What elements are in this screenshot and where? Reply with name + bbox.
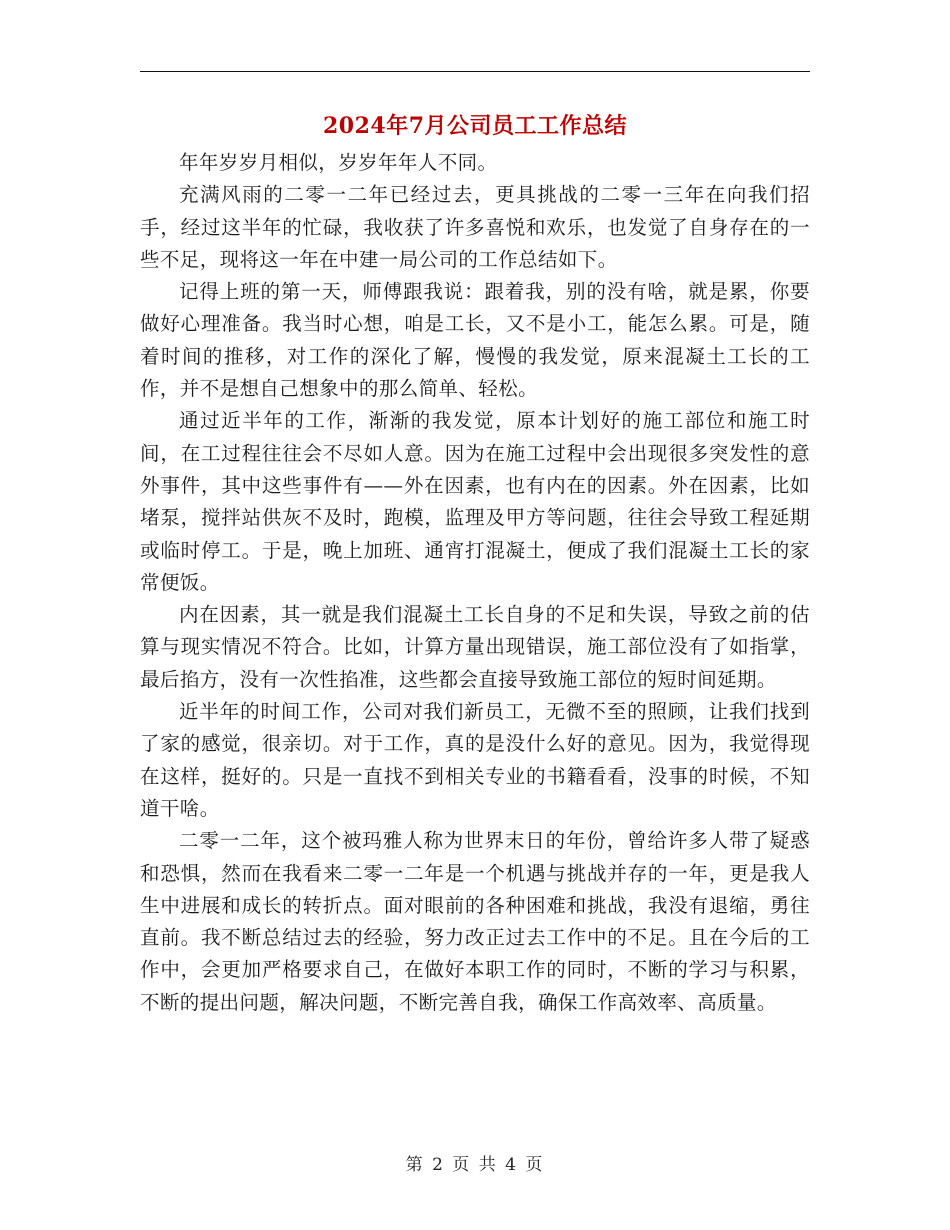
document-title: 2024年7月公司员工工作总结 (322, 113, 628, 139)
header-rule (140, 71, 810, 72)
document-body (140, 147, 810, 1019)
paragraph-6: 近半年的时间工作，公司对我们新员工，无微不至的照顾，让我们找到了家的感觉，很亲切。对于工作，真的是没什么好的意见。因为，我觉得现在这样，挺好的。只是一直找不到相关专业的书籍看看，没事的时候，不知道干啥。 (140, 700, 810, 820)
paragraph-4: 通过近半年的工作，渐渐的我发觉，原本计划好的施工部位和施工时间，在工过程往往会不尽如人意。因为在施工过程中会出现很多突发性的意外事件，其中这些事件有——外在因素，也有内在的因素。外在因素，比如堵泵，搅拌站供灰不及时，跑模，监理及甲方等问题，往往会导致工程延期或临时停工。于是，晚上加班、通宵打混凝土，便成了我们混凝土工长的家常便饭。 (140, 409, 810, 594)
paragraph-5: 内在因素，其一就是我们混凝土工长自身的不足和失误，导致之前的估算与现实情况不符合。比如，计算方量出现错误，施工部位没有了如指掌，最后掐方，没有一次性掐准，这些都会直接导致施工部位的短时间延期。 (140, 603, 810, 691)
paragraph-3: 记得上班的第一天，师傅跟我说：跟着我，别的没有啥，就是累，你要做好心理准备。我当时心想，咱是工长，又不是小工，能怎么累。可是，随着时间的推移，对工作的深化了解，慢慢的我发觉，原来混凝土工长的工作，并不是想自己想象中的那么简单、轻松。 (140, 280, 810, 401)
page-number-footer: 第 2 页 共 4 页 (405, 1155, 545, 1175)
paragraph-2: 充满风雨的二零一二年已经过去，更具挑战的二零一三年在向我们招手，经过这半年的忙碌，我收获了许多喜悦和欢乐，也发觉了自身存在的一些不足，现将这一年在中建一局公司的工作总结如下。 (140, 183, 810, 271)
paragraph-1: 年年岁岁月相似，岁岁年年人不同。 (179, 151, 498, 174)
paragraph-7: 二零一二年，这个被玛雅人称为世界末日的年份，曾给许多人带了疑惑和恐惧，然而在我看来二零一二年是一个机遇与挑战并存的一年，更是我人生中进展和成长的转折点。面对眼前的各种困难和挑战，我没有退缩，勇往直前。我不断总结过去的经验，努力改正过去工作中的不足。且在今后的工作中，会更加严格要求自己，在做好本职工作的同时，不断的学习与积累，不断的提出问题，解决问题，不断完善自我，确保工作高效率、高质量。 (140, 829, 810, 1014)
